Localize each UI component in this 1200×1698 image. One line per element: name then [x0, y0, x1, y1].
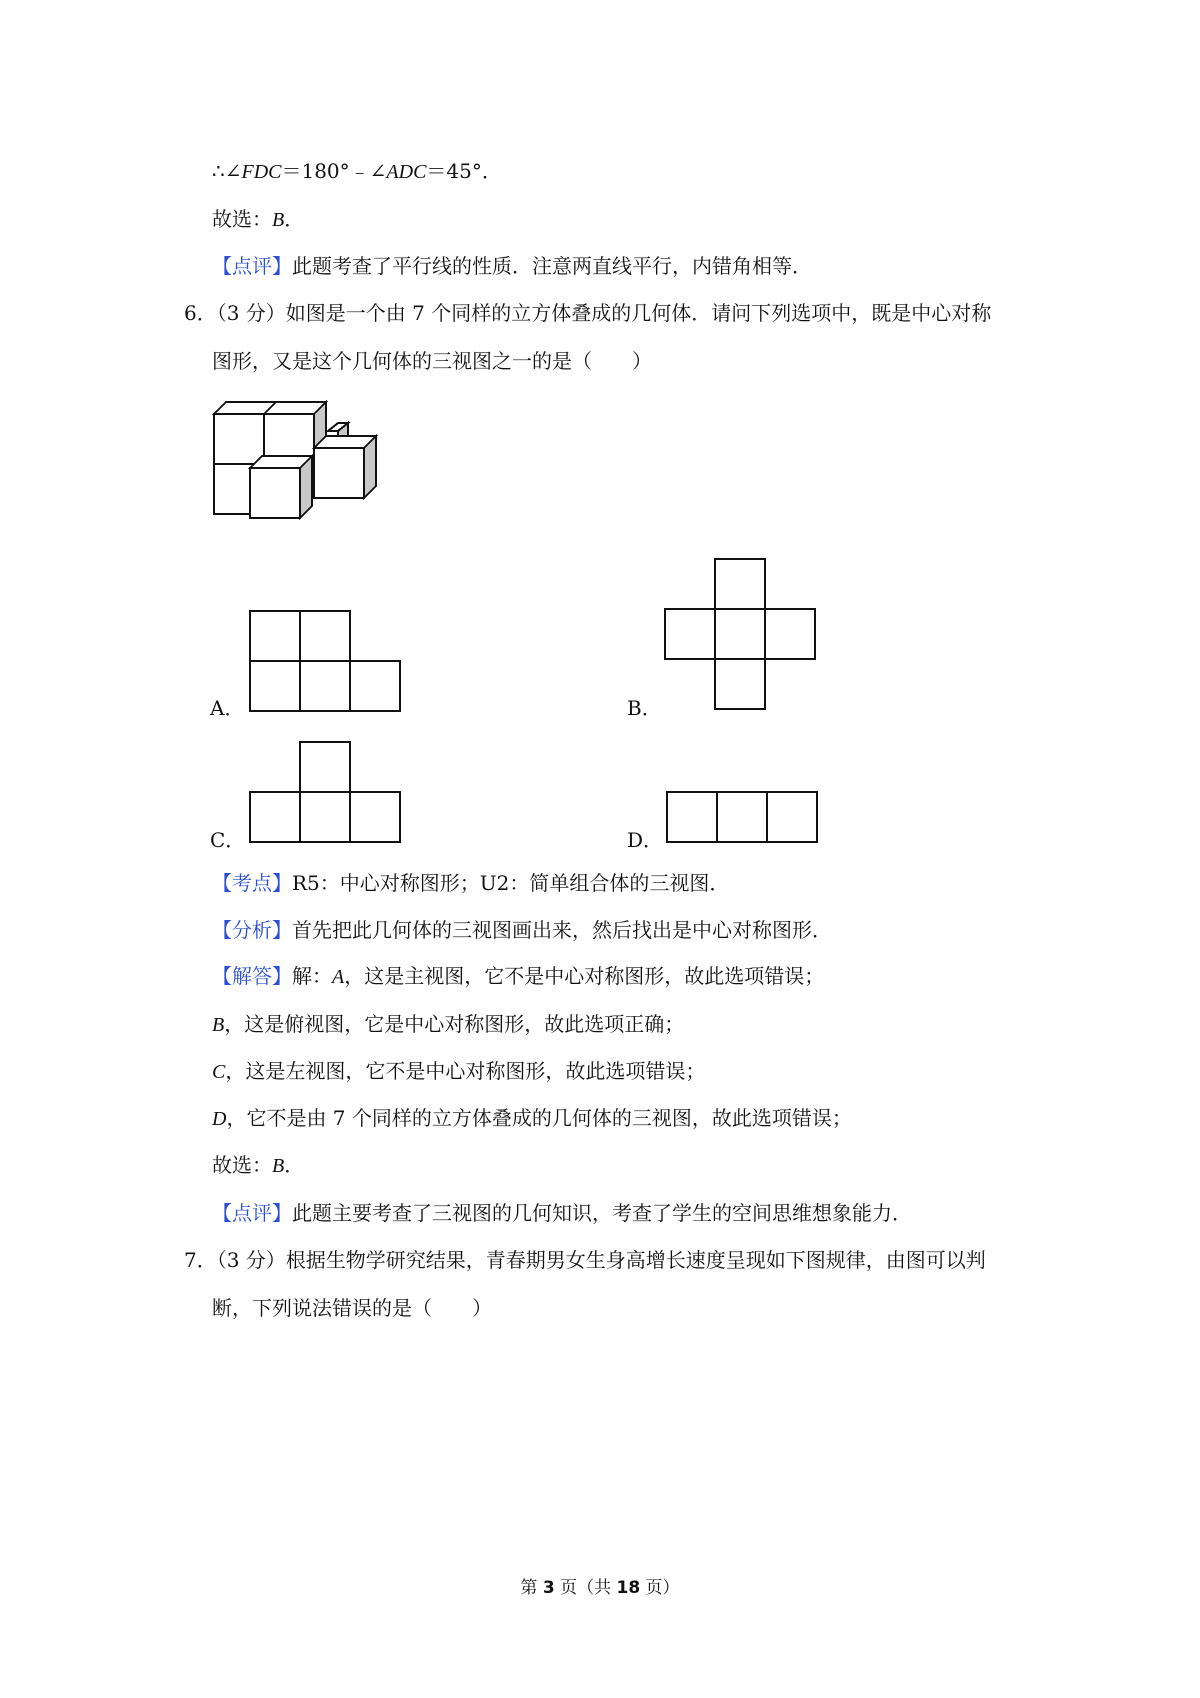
jieda-c-text: ，这是左视图，它不是中心对称图形，故此选项错误；: [225, 1059, 706, 1083]
comment-tag: 【点评】: [212, 254, 292, 278]
footer-page-number: 3: [542, 1578, 555, 1598]
fenxi-line: [212, 916, 832, 944]
q6-choose-answer: B: [272, 1155, 285, 1177]
jieda-a-text: ，这是主视图，它不是中心对称图形，故此选项错误；: [344, 964, 825, 988]
footer-pre: 第: [520, 1578, 543, 1598]
footer-total-pages: 18: [616, 1578, 641, 1598]
page-footer: [0, 1573, 1200, 1598]
q7-stem-line2: 断，下列说法错误的是（ ）: [212, 1296, 492, 1320]
option-a-figure: [248, 609, 404, 715]
prev-comment-line: [212, 252, 812, 280]
jieda-d-line: [212, 1104, 852, 1133]
comment-text: 此题考查了平行线的性质．注意两直线平行，内错角相等．: [292, 254, 812, 278]
q6-comment-tag: 【点评】: [212, 1201, 292, 1225]
q6-choose-end: ．: [284, 1153, 305, 1177]
kaodian-text: R5：中心对称图形；U2：简单组合体的三视图．: [292, 871, 730, 895]
q6-comment-line: [212, 1199, 912, 1227]
q7-stem-line1: 7．（3 分）根据生物学研究结果，青春期男女生身高增长速度呈现如下图规律，由图可以判: [184, 1248, 986, 1272]
jieda-a-letter: A: [332, 966, 345, 988]
jieda-prefix: 解：: [292, 964, 332, 988]
q6-choose-line: [212, 1151, 304, 1180]
angle-fdc: FDC: [241, 161, 282, 183]
fenxi-text: 首先把此几何体的三视图画出来，然后找出是中心对称图形．: [292, 918, 832, 942]
choose-answer: B: [272, 209, 285, 231]
q6-stem-line1: 6．（3 分）如图是一个由 7 个同样的立方体叠成的几何体．请问下列选项中，既是中心对称: [184, 301, 992, 325]
jieda-line: [212, 962, 824, 991]
option-b-figure: [663, 557, 819, 713]
jieda-d-letter: D: [212, 1108, 227, 1130]
choose-label: 故选：: [212, 207, 272, 231]
option-c-figure: [248, 740, 404, 846]
jieda-b-line: [212, 1010, 684, 1039]
therefore-suffix: ＝45°．: [426, 159, 502, 183]
q6-stem-line2: 图形，又是这个几何体的三视图之一的是（ ）: [212, 349, 652, 373]
q6-choose-label: 故选：: [212, 1153, 272, 1177]
option-c-label: C．: [210, 828, 246, 852]
therefore-prefix: ∴∠: [212, 159, 242, 183]
choose-end: ．: [284, 207, 305, 231]
jieda-d-text: ，它不是由 7 个同样的立方体叠成的几何体的三视图，故此选项错误；: [226, 1106, 852, 1130]
jieda-c-letter: C: [212, 1061, 226, 1083]
jieda-c-line: [212, 1057, 705, 1086]
jieda-b-letter: B: [212, 1014, 225, 1036]
therefore-mid: ＝180°﹣∠: [281, 159, 387, 183]
kaodian-line: [212, 869, 729, 897]
therefore-line: [212, 157, 502, 186]
option-a-label: A．: [210, 696, 245, 720]
option-d-label: D．: [627, 828, 664, 852]
option-b-label: B．: [627, 696, 662, 720]
footer-mid: 页（共: [554, 1578, 617, 1598]
angle-adc: ADC: [386, 161, 427, 183]
kaodian-tag: 【考点】: [212, 871, 292, 895]
footer-post: 页）: [640, 1578, 680, 1598]
option-d-figure: [665, 790, 821, 846]
jieda-tag: 【解答】: [212, 964, 292, 988]
jieda-b-text: ，这是俯视图，它是中心对称图形，故此选项正确；: [224, 1012, 685, 1036]
fenxi-tag: 【分析】: [212, 918, 292, 942]
q6-comment-text: 此题主要考查了三视图的几何知识，考查了学生的空间思维想象能力．: [292, 1201, 912, 1225]
cube-stack-figure: [210, 398, 390, 538]
prev-choose-line: [212, 205, 304, 234]
